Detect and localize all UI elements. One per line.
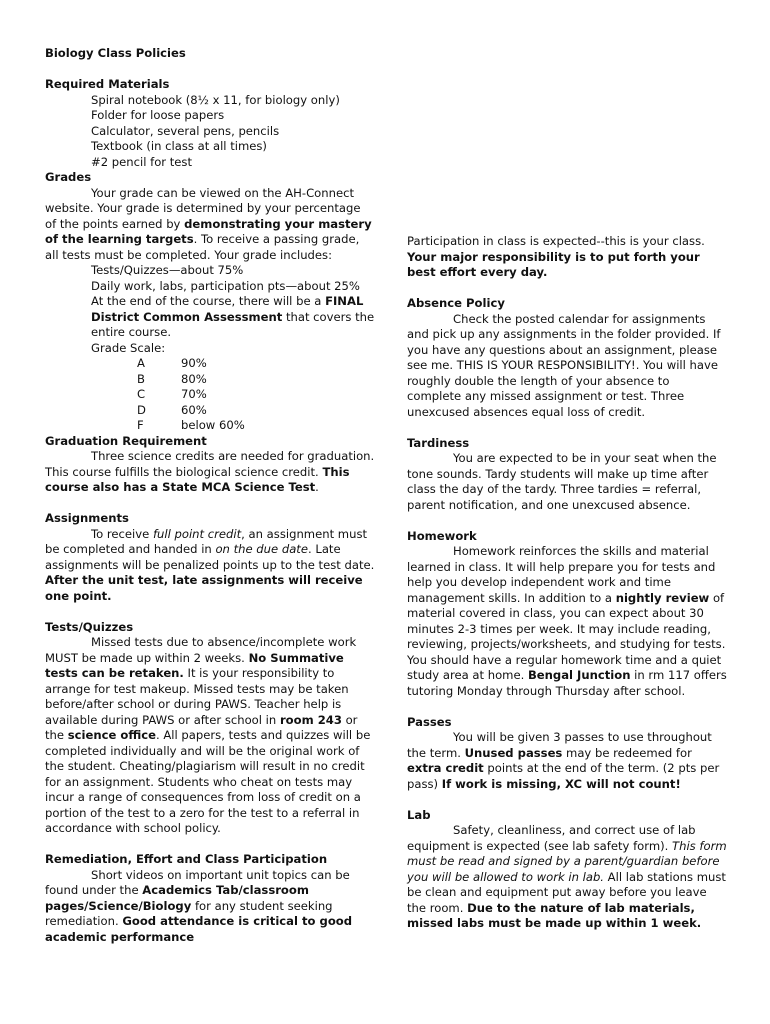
absence-paragraph: Check the posted calendar for assignments and pick up any assignments in the folder provided. If you have any questions about an assignment, please see me. THIS IS YOUR RESPONSIBILITY!. You will have roughly double the length of your absence to complete any missed assignment or test. Three unexcused absences equal loss of credit. <box>407 311 721 419</box>
grade-scale-row: A 90% <box>137 356 207 370</box>
homework-heading: Homework <box>407 528 477 543</box>
list-item: Textbook (in class at all times) <box>91 139 267 153</box>
lab-paragraph: Safety, cleanliness, and correct use of lab equipment is expected (see lab safety form). This form must be read and signed by a parent/guardian before you will be allowed to work in lab. All lab stations must be clean and equipment put away before you leave the room. Due to the nature of lab materials, missed labs must be made up within 1 week. <box>407 823 727 930</box>
homework-paragraph: Homework reinforces the skills and material learned in class. It will help prepare you for tests and help you develop independent work and time management skills. In addition to a nightly review of material covered in class, you can expect about 30 minutes 2-3 times per week. It may include reading, reviewing, projects/worksheets, and studying for tests. You should have a regular homework time and a quiet study area at home. Bengal Junction in rm 117 offers tutoring Monday through Thursday after school. <box>407 544 727 698</box>
list-item: #2 pencil for test <box>91 154 193 169</box>
grade-scale-row: C 70% <box>137 387 207 401</box>
required-materials-heading: Required Materials <box>45 77 170 91</box>
grade-scale-row: F below 60% <box>137 418 245 432</box>
remediation-paragraph: Short videos on important unit topics can be found under the Academics Tab/classroom pages/Science/Biology for any student seeking remediation. Good attendance is critical to good academic performance <box>45 867 353 944</box>
list-item: Calculator, several pens, pencils <box>91 123 280 138</box>
list-item: Daily work, labs, participation pts—about 25% <box>91 278 360 293</box>
passes-paragraph: You will be given 3 passes to use throughout the term. Unused passes may be redeemed for extra credit points at the end of the term. (2 pts per pass) If work is missing, XC will not count! <box>407 730 720 791</box>
tests-paragraph: Missed tests due to absence/incomplete work MUST be made up within 2 weeks. No Summative tests can be retaken. It is your responsibility to arrange for test makeup. Missed tests may be taken before/after school or during PAWS. Teacher help is available during PAWS or after school in room 243 or the science office. All papers, tests and quizzes will be completed individually and will be the original work of the student. Cheating/plagiarism will result in no credit for an assignment. Students who cheat on tests may incur a range of consequences from loss of credit on a portion of the test to a zero for the test to a referral in accordance with school policy. <box>45 635 371 835</box>
list-item: Folder for loose papers <box>91 108 225 122</box>
assignments-heading: Assignments <box>45 511 129 525</box>
assignments-paragraph: To receive full point credit, an assignment must be completed and handed in on the due date. Late assignments will be penalized points up to the test date. After the unit test, late assignments will receive one point. <box>45 526 375 603</box>
page-title: Biology Class Policies <box>45 46 186 60</box>
lab-heading: Lab <box>407 807 431 822</box>
graduation-heading: Graduation Requirement <box>45 433 207 448</box>
required-materials-list <box>45 93 375 171</box>
tests-heading: Tests/Quizzes <box>45 619 134 634</box>
left-column <box>45 46 375 945</box>
absence-heading: Absence Policy <box>407 296 505 310</box>
tardiness-paragraph: You are expected to be in your seat when the tone sounds. Tardy students will make up time after class the day of the tardy. Three tardies = referral, parent notification, and one unexcused absence. <box>407 451 717 512</box>
grade-scale-row: D 60% <box>137 402 207 417</box>
list-item: At the end of the course, there will be a FINAL District Common Assessment that covers the entire course. <box>91 294 375 339</box>
grade-scale-row: B 80% <box>137 371 207 386</box>
grades-includes-list <box>45 263 375 356</box>
right-column <box>407 234 727 932</box>
grade-scale-table <box>45 356 375 434</box>
grade-scale-label: Grade Scale: <box>91 340 166 355</box>
tardiness-heading: Tardiness <box>407 435 470 450</box>
list-item: Spiral notebook (8½ x 11, for biology only) <box>91 92 340 107</box>
participation-paragraph: Participation in class is expected--this is your class. Your major responsibility is to put forth your best effort every day. <box>407 234 705 279</box>
list-item: Tests/Quizzes—about 75% <box>91 263 244 277</box>
passes-heading: Passes <box>407 714 452 729</box>
remediation-heading: Remediation, Effort and Class Participation <box>45 852 328 866</box>
grades-paragraph: Your grade can be viewed on the AH-Connect website. Your grade is determined by your percentage of the points earned by demonstrating your mastery of the learning targets. To receive a passing grade, all tests must be completed. Your grade includes: <box>45 185 372 262</box>
grades-heading: Grades <box>45 170 92 184</box>
graduation-paragraph: Three science credits are needed for graduation. This course fulfills the biological science credit. This course also has a State MCA Science Test. <box>45 449 375 494</box>
